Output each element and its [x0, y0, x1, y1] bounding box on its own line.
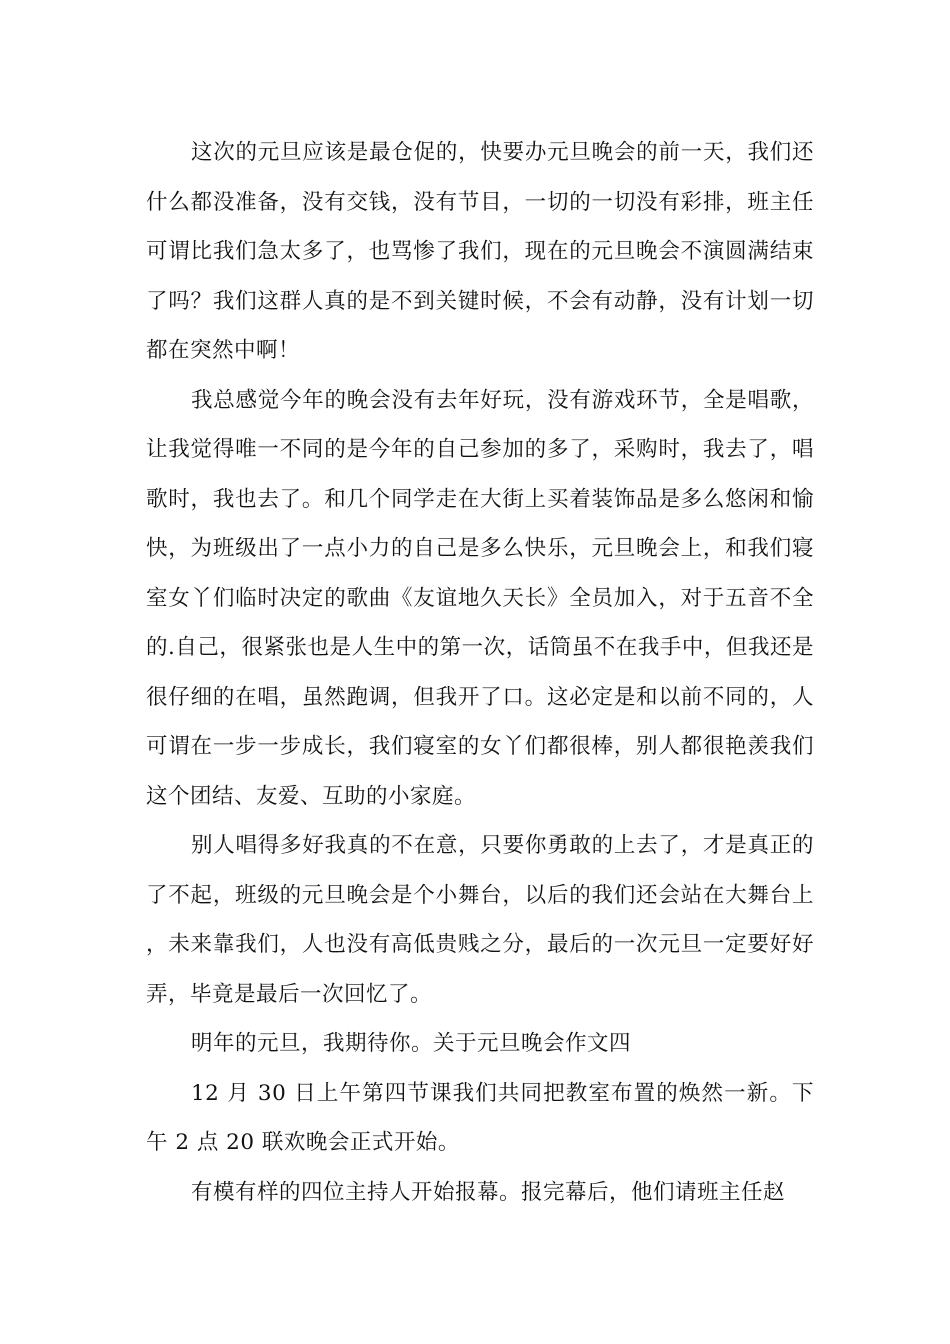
paragraph-1: 这次的元旦应该是最仓促的，快要办元旦晚会的前一天，我们还什么都没准备，没有交钱，没有节目，一切的一切没有彩排，班主任可谓比我们急太多了，也骂惨了我们，现在的元旦晚会不演圆满结束了吗？我们这群人真的是不到关键时候，不会有动静，没有计划一切都在突然中啊！ [146, 140, 814, 363]
paragraph-3: 别人唱得多好我真的不在意，只要你勇敢的上去了，才是真正的了不起，班级的元旦晚会是个小舞台，以后的我们还会站在大舞台上 ，未来靠我们，人也没有高低贵贱之分，最后的一次元旦一定要好好弄，毕竟是最后一次回忆了。 [146, 833, 814, 1007]
paragraph-4: 明年的元旦，我期待你。关于元旦晚会作文四 [191, 1031, 632, 1056]
paragraph-6: 有模有样的四位主持人开始报幕。报完幕后，他们请班主任赵 [191, 1179, 786, 1205]
document-body [146, 128, 814, 1217]
paragraph-5: 12 月 30 日上午第四节课我们共同把教室布置的焕然一新。下午 2 点 20 联欢晚会正式开始。 [146, 1080, 814, 1155]
paragraph-2: 我总感觉今年的晚会没有去年好玩，没有游戏环节，全是唱歌，让我觉得唯一不同的是今年的自己参加的多了，采购时，我去了，唱歌时，我也去了。和几个同学走在大街上买着装饰品是多么悠闲和愉快，为班级出了一点小力的自己是多么快乐，元旦晚会上，和我们寝室女丫们临时决定的歌曲《友谊地久天长》全员加入，对于五音不全的.自己，很紧张也是人生中的第一次，话筒虽不在我手中，但我还是很仔细的在唱，虽然跑调，但我开了口。这必定是和以前不同的，人可谓在一步一步成长，我们寝室的女丫们都很棒，别人都很艳羡我们这个团结、友爱、互助的小家庭。 [146, 387, 814, 809]
